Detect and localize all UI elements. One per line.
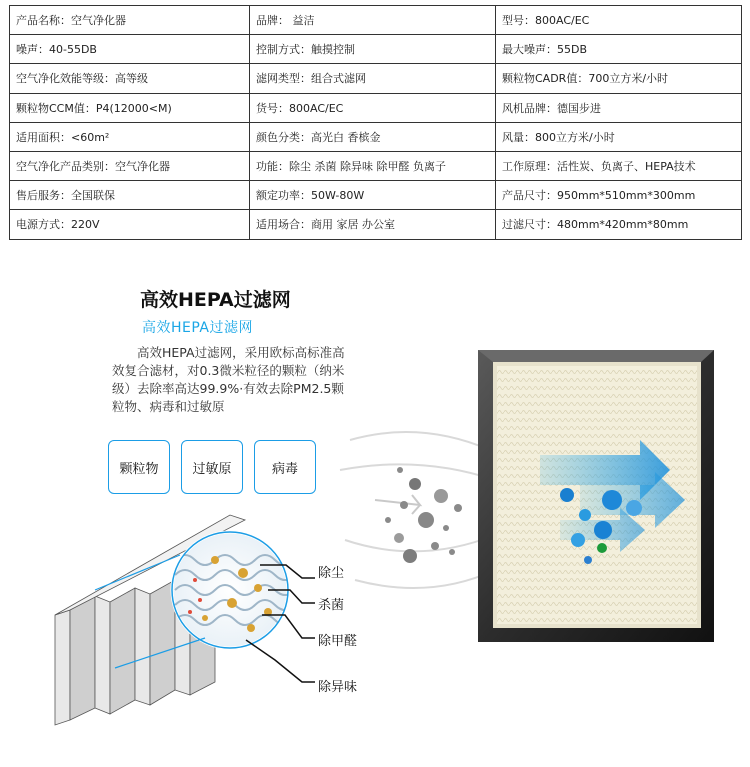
spec-cell: 工作原理：活性炭、负离子、HEPA技术 (496, 151, 742, 180)
spec-cell: 控制方式：触摸控制 (250, 35, 496, 64)
spec-cell: 最大噪声：55DB (496, 35, 742, 64)
spec-cell: 颜色分类：高光白 香槟金 (250, 122, 496, 151)
spec-cell: 货号：800AC/EC (250, 93, 496, 122)
spec-cell: 适用面积：<60m² (10, 122, 250, 151)
spec-cell: 噪声：40-55DB (10, 35, 250, 64)
spec-cell: 型号：800AC/EC (496, 6, 742, 35)
spec-cell: 风机品牌：德国步进 (496, 93, 742, 122)
spec-cell: 风量：800立方米/小时 (496, 122, 742, 151)
spec-cell: 空气净化产品类别：空气净化器 (10, 151, 250, 180)
callout-sterilize: 杀菌 (318, 598, 345, 613)
tag-particulates: 颗粒物 (108, 440, 170, 494)
tag-allergens: 过敏原 (181, 440, 243, 494)
spec-cell: 品牌： 益洁 (250, 6, 496, 35)
section-description: 高效HEPA过滤网，采用欧标高标准高效复合滤材，对0.3微米粒径的颗粒（纳米级）去除率高达99.9%·有效去除PM2.5颗粒物、病毒和过敏原 (112, 345, 345, 414)
spec-cell: 产品尺寸：950mm*510mm*300mm (496, 181, 742, 210)
spec-cell: 产品名称：空气净化器 (10, 6, 250, 35)
spec-cell: 功能：除尘 杀菌 除异味 除甲醛 负离子 (250, 151, 496, 180)
spec-cell: 电源方式：220V (10, 210, 250, 239)
spec-cell: 颗粒物CCM值：P4(12000<M) (10, 93, 250, 122)
spec-cell: 额定功率：50W-80W (250, 181, 496, 210)
tag-virus: 病毒 (254, 440, 316, 494)
callout-odor: 除异味 (318, 680, 358, 695)
spec-cell: 售后服务：全国联保 (10, 181, 250, 210)
spec-cell: 过滤尺寸：480mm*420mm*80mm (496, 210, 742, 239)
section-title: 高效HEPA过滤网 (140, 289, 291, 311)
spec-cell: 颗粒物CADR值：700立方米/小时 (496, 64, 742, 93)
spec-cell: 适用场合：商用 家居 办公室 (250, 210, 496, 239)
callout-dust: 除尘 (318, 566, 345, 581)
spec-cell: 空气净化效能等级：高等级 (10, 64, 250, 93)
callout-formaldehyde: 除甲醛 (318, 634, 358, 649)
airflow-lines (340, 432, 495, 588)
section-subtitle: 高效HEPA过滤网 (142, 320, 253, 336)
spec-cell: 滤网类型：组合式滤网 (250, 64, 496, 93)
